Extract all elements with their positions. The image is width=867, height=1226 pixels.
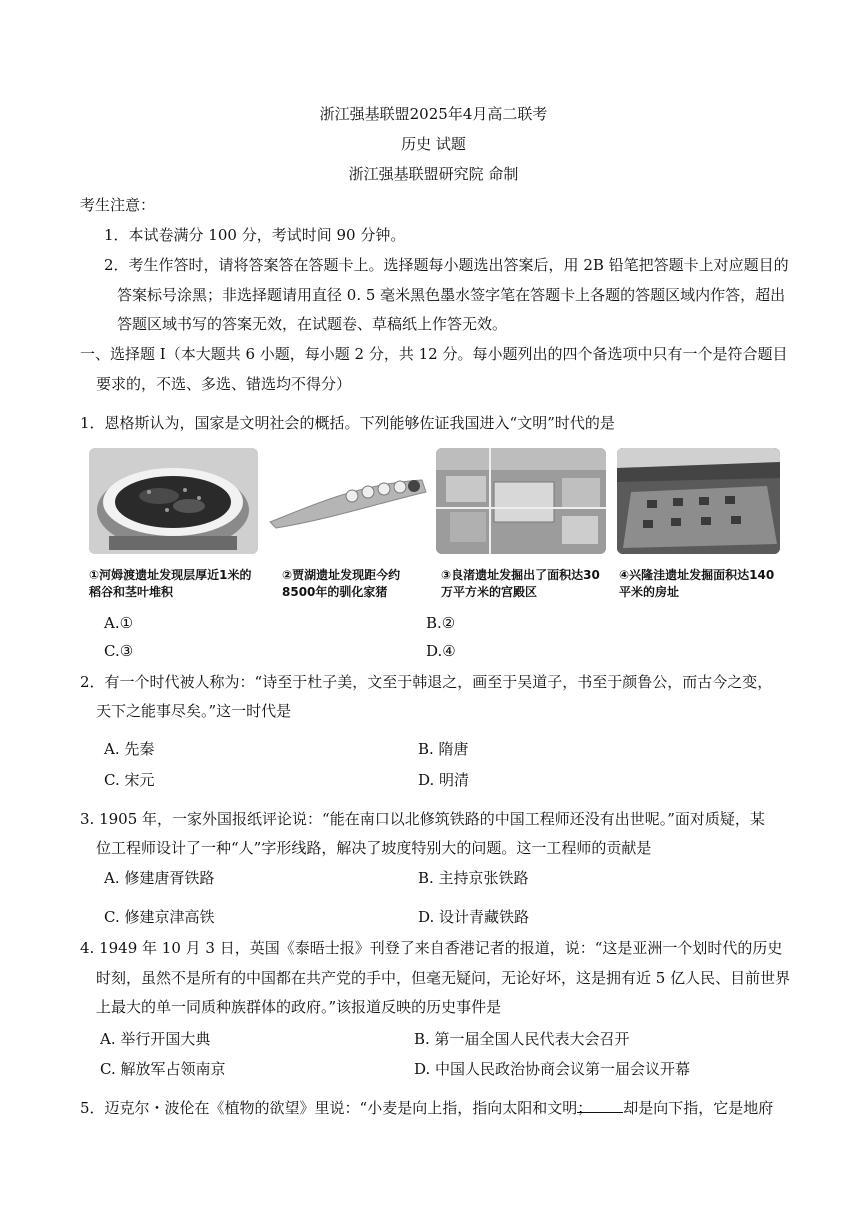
q5-blank[interactable]: ； [577, 1098, 623, 1113]
q2-option-c[interactable]: C. 宋元 [104, 771, 155, 789]
q2-option-b[interactable]: B. 隋唐 [418, 740, 469, 758]
q3-stem-cont: 位工程师设计了一种“人”字形线路，解决了坡度特别大的问题。这一工程师的贡献是 [96, 839, 652, 857]
notice-item-1: 1．本试卷满分 100 分，考试时间 90 分钟。 [104, 226, 406, 244]
q4-option-d[interactable]: D. 中国人民政治协商会议第一届会议开幕 [414, 1060, 691, 1078]
section-heading-cont: 要求的，不选、多选、错选均不得分） [96, 375, 352, 393]
q4-stem: 4. 1949 年 10 月 3 日，英国《泰晤士报》刊登了来自香港记者的报道，说：“这是亚洲一个划时代的历史 [80, 939, 783, 957]
exam-subject: 历史 试题 [401, 135, 466, 153]
q3-option-d[interactable]: D. 设计青藏铁路 [418, 908, 530, 926]
notice-heading: 考生注意： [80, 196, 156, 214]
q1-caption-2: ②贾湖遗址发现距今约 8500年的驯化家猪 [282, 568, 401, 599]
notice-item-2: 2．考生作答时，请将答案答在答题卡上。选择题每小题选出答案后，用 2B 铅笔把答题卡上对应题目的 [104, 256, 789, 274]
q1-caption-3: ③良渚遗址发掘出了面积达30 万平方米的宫殿区 [441, 568, 600, 599]
q3-stem: 3. 1905 年，一家外国报纸评论说：“能在南口以北修筑铁路的中国工程师还没有出世呢。”面对质疑，某 [80, 810, 765, 828]
exam-author: 浙江强基联盟研究院 命制 [348, 165, 519, 183]
q4-stem-end: 上最大的单一同质种族群体的政府。”该报道反映的历史事件是 [96, 998, 502, 1016]
notice-item-2-cont: 答案标号涂黑；非选择题请用直径 0. 5 毫米黑色墨水签字笔在答题卡上各题的答题区域内作答，超出 [117, 286, 786, 304]
q1-photo-xinglongwa [617, 448, 780, 554]
exam-title: 浙江强基联盟2025年4月高二联考 [319, 105, 548, 123]
q1-option-c[interactable]: C.③ [104, 642, 134, 660]
q1-caption-4: ④兴隆洼遗址发掘面积达140 平米的房址 [619, 568, 775, 599]
q1-caption-1: ①河姆渡遗址发现层厚近1米的 稻谷和茎叶堆积 [89, 568, 252, 599]
q5-stem: 5．迈克尔・波伦在《植物的欲望》里说：“小麦是向上指，指向太阳和文明； 却是向下指，它是地府 [80, 1099, 774, 1117]
q1-photo-hemudu [89, 448, 258, 554]
q2-stem: 2．有一个时代被人称为：“诗至于杜子美，文至于韩退之，画至于吴道子，书至于颜鲁公，而古今之变， [80, 673, 773, 691]
q2-option-a[interactable]: A. 先秦 [104, 740, 155, 758]
q2-stem-cont: 天下之能事尽矣。”这一时代是 [96, 702, 292, 720]
q1-option-d[interactable]: D.④ [426, 642, 456, 660]
q3-option-a[interactable]: A. 修建唐胥铁路 [104, 869, 215, 887]
notice-item-2-end: 答题区域书写的答案无效，在试题卷、草稿纸上作答无效。 [117, 315, 508, 333]
q1-option-a[interactable]: A.① [104, 614, 134, 632]
q2-option-d[interactable]: D. 明清 [418, 771, 470, 789]
q4-option-c[interactable]: C. 解放军占领南京 [100, 1060, 226, 1078]
q1-photo-liangzhu [436, 448, 606, 554]
q1-stem: 1．恩格斯认为，国家是文明社会的概括。下列能够佐证我国进入“文明”时代的是 [80, 414, 615, 432]
q4-option-b[interactable]: B. 第一届全国人民代表大会召开 [414, 1030, 630, 1048]
q1-option-b[interactable]: B.② [426, 614, 456, 632]
q4-stem-cont: 时刻，虽然不是所有的中国都在共产党的手中，但毫无疑问，无论好坏，这是拥有近 5 亿人民、目前世界 [96, 969, 791, 987]
section-heading: 一、选择题 I（本大题共 6 小题，每小题 2 分，共 12 分。每小题列出的四个备选项中只有一个是符合题目 [80, 345, 788, 363]
q1-photo-jiahu [266, 448, 430, 554]
q4-option-a[interactable]: A. 举行开国大典 [100, 1030, 211, 1048]
q3-option-b[interactable]: B. 主持京张铁路 [418, 869, 529, 887]
q3-option-c[interactable]: C. 修建京津高铁 [104, 908, 215, 926]
